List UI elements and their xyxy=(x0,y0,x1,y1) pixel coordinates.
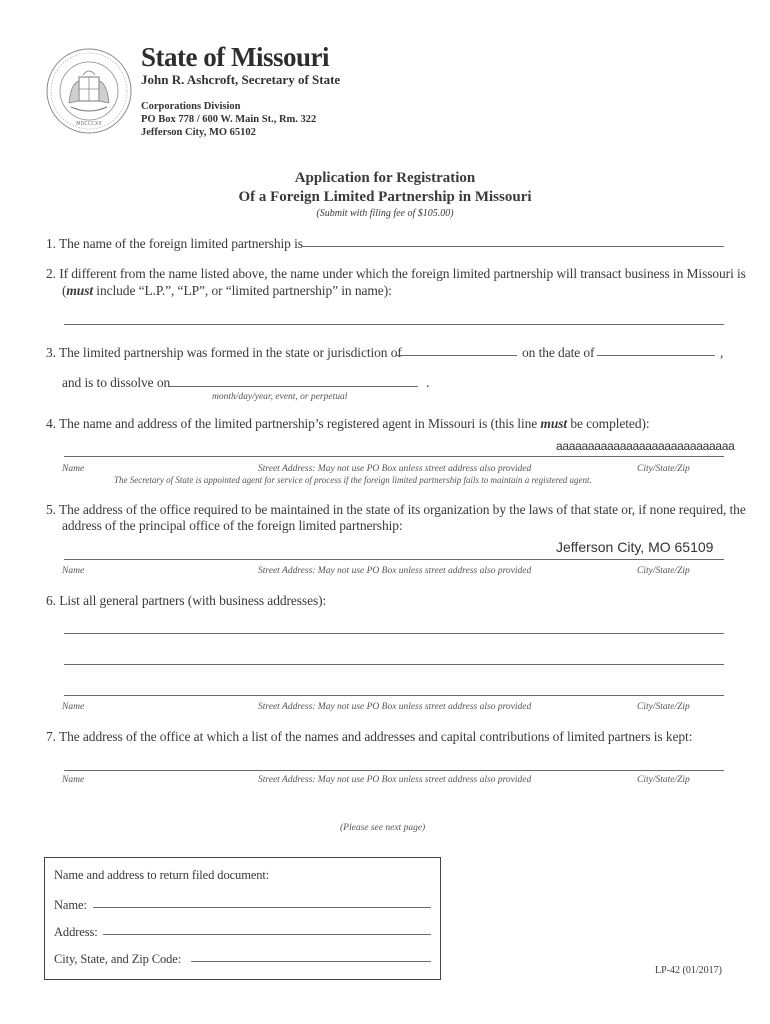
q4-label: 4. The name and address of the limited partnership’s registered agent in Missouri is (this line must be completed): xyxy=(46,416,650,431)
form-title-line2: Of a Foreign Limited Partnership in Missouri xyxy=(238,189,532,205)
q3-formed-label: 3. The limited partnership was formed in the state or jurisdiction of xyxy=(46,345,402,360)
return-name-field[interactable] xyxy=(93,907,431,908)
q6-street-caption: Street Address: May not use PO Box unless street address also provided xyxy=(258,702,532,712)
q7-label: 7. The address of the office at which a list of the names and addresses and capital contributions of limited partners is kept: xyxy=(46,729,693,744)
return-address-field[interactable] xyxy=(103,934,431,935)
q6-name-caption: Name xyxy=(62,702,85,712)
return-box-title: Name and address to return filed document: xyxy=(54,868,270,882)
return-address-box xyxy=(44,857,441,980)
q7-street-caption: Street Address: May not use PO Box unless street address also provided xyxy=(258,775,532,785)
q4-agent-field[interactable] xyxy=(64,456,724,457)
q4-name-caption: Name xyxy=(62,464,85,474)
q4-street-caption: Street Address: May not use PO Box unless street address also provided xyxy=(258,464,532,474)
q2-must-emphasis: must xyxy=(66,283,94,298)
state-title: State of Missouri xyxy=(141,42,329,72)
q3-dissolve-label: and is to dissolve on xyxy=(62,375,171,390)
q7-name-caption: Name xyxy=(62,775,85,785)
q7-address-field[interactable] xyxy=(64,770,724,771)
q3-dissolve-caption: month/day/year, event, or perpetual xyxy=(212,392,348,402)
return-address-label: Address: xyxy=(54,925,98,939)
q5-label-line2: address of the principal office of the foreign limited partnership: xyxy=(62,518,403,533)
q6-city-caption: City/State/Zip xyxy=(637,702,690,712)
q1-name-field[interactable] xyxy=(302,246,724,247)
secretary-name: John R. Ashcroft, Secretary of State xyxy=(141,72,341,87)
form-title-line1: Application for Registration xyxy=(294,170,476,186)
q2-label-line1: 2. If different from the name listed above, the name under which the foreign limited partnership will transact business in Missouri is xyxy=(46,266,746,281)
q4-agent-note: The Secretary of State is appointed agent for service of process if the foreign limited partnership fails to maintain a registered agent. xyxy=(114,475,592,485)
seal-year-text: MDCCCXX xyxy=(76,121,102,127)
q4-must-emphasis: must xyxy=(540,416,568,431)
form-id: LP-42 (01/2017) xyxy=(655,965,722,976)
q5-street-caption: Street Address: May not use PO Box unless street address also provided xyxy=(258,566,532,576)
q4-city-caption: City/State/Zip xyxy=(637,464,690,474)
q2-name-field[interactable] xyxy=(64,324,724,325)
division-name: Corporations Division xyxy=(141,101,241,112)
q1-label: 1. The name of the foreign limited partnership is xyxy=(46,236,303,251)
q5-address-field[interactable] xyxy=(64,559,724,560)
fee-note: (Submit with filing fee of $105.00) xyxy=(316,208,454,219)
q3-jurisdiction-field[interactable] xyxy=(395,355,517,356)
q2-label-line2: (must include “L.P.”, “LP”, or “limited partnership” in name): xyxy=(62,283,392,298)
next-page-note: (Please see next page) xyxy=(340,823,426,833)
q3-dissolve-field[interactable] xyxy=(169,386,418,387)
q5-city-caption: City/State/Zip xyxy=(637,566,690,576)
q5-name-caption: Name xyxy=(62,566,85,576)
q3-period: . xyxy=(426,375,430,390)
q5-address-value[interactable]: Jefferson City, MO 65109 xyxy=(556,539,714,555)
return-name-label: Name: xyxy=(54,898,87,912)
return-csz-field[interactable] xyxy=(191,961,431,962)
q6-partner-field-2[interactable] xyxy=(64,664,724,665)
q6-label: 6. List all general partners (with business addresses): xyxy=(46,593,327,608)
q3-date-field[interactable] xyxy=(597,355,715,356)
return-csz-label: City, State, and Zip Code: xyxy=(54,952,182,966)
q5-label-line1: 5. The address of the office required to be maintained in the state of its organization by the laws of that state or, if none required, the xyxy=(46,502,746,517)
division-address-line2: Jefferson City, MO 65102 xyxy=(141,127,256,138)
q3-date-label: on the date of xyxy=(522,345,595,360)
q7-city-caption: City/State/Zip xyxy=(637,775,690,785)
state-seal-icon xyxy=(45,47,133,135)
division-address-line1: PO Box 778 / 600 W. Main St., Rm. 322 xyxy=(141,114,317,125)
q3-comma: , xyxy=(720,345,724,360)
q6-partner-field-3[interactable] xyxy=(64,695,724,696)
q4-agent-value[interactable]: aaaaaaaaaaaaaaaaaaaaaaaaaaaa xyxy=(556,439,735,453)
q6-partner-field-1[interactable] xyxy=(64,633,724,634)
